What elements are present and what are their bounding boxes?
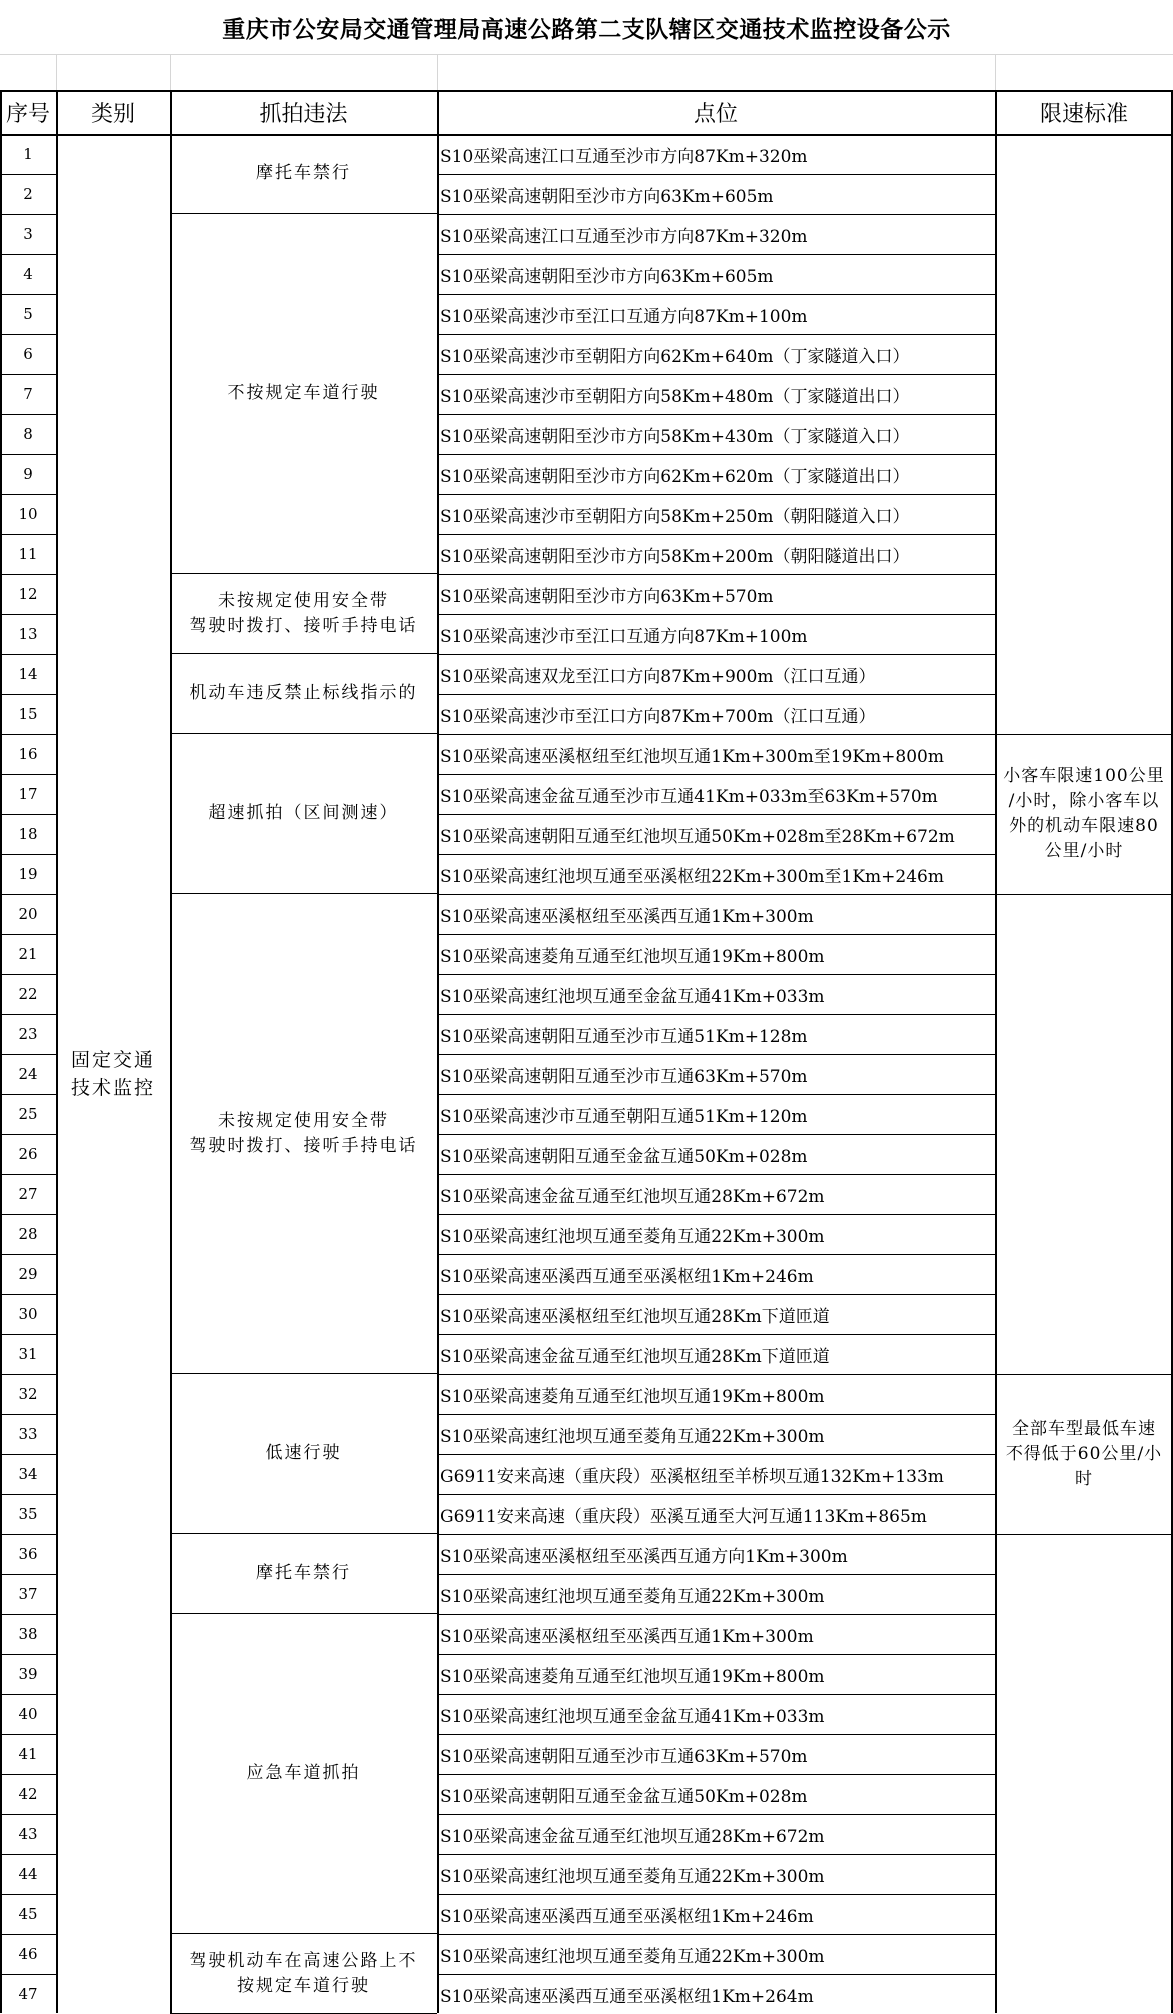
row-location: S10巫梁高速沙市至朝阳方向62Km+640m（丁家隧道入口）: [440, 346, 910, 367]
row-location: S10巫梁高速沙市互通至朝阳互通51Km+120m: [440, 1106, 808, 1127]
row-index: 7: [23, 385, 33, 403]
row-index: 16: [18, 745, 38, 763]
row-index: 6: [23, 345, 33, 363]
violation-label: 摩托车禁行: [256, 163, 351, 183]
speed-limit-line: 不得低于60公里/小: [1005, 1443, 1163, 1464]
row-location: S10巫梁高速红池坝互通至金盆互通41Km+033m: [440, 1706, 825, 1727]
header-index: 序号: [5, 101, 50, 127]
row-index: 17: [18, 785, 38, 803]
row-index: 23: [18, 1025, 38, 1043]
violation-label: 低速行驶: [265, 1443, 342, 1463]
row-index: 38: [18, 1625, 38, 1643]
row-location: S10巫梁高速红池坝互通至菱角互通22Km+300m: [440, 1586, 825, 1607]
header-violation: 抓拍违法: [259, 101, 348, 127]
row-index: 29: [18, 1265, 38, 1283]
row-location: S10巫梁高速朝阳互通至金盆互通50Km+028m: [440, 1146, 808, 1167]
row-index: 45: [18, 1905, 38, 1923]
violation-group: [170, 134, 437, 214]
row-index: 10: [18, 505, 38, 523]
row-location: S10巫梁高速朝阳互通至沙市互通63Km+570m: [440, 1746, 808, 1767]
row-location: S10巫梁高速金盆互通至红池坝互通28Km+672m: [440, 1186, 825, 1207]
speed-limit-note: [995, 734, 1173, 894]
violation-label: 不按规定车道行驶: [227, 383, 380, 403]
row-location: S10巫梁高速朝阳至沙市方向63Km+605m: [440, 266, 774, 287]
row-location: S10巫梁高速朝阳至沙市方向62Km+620m（丁家隧道出口）: [440, 466, 910, 487]
row-location: S10巫梁高速江口互通至沙市方向87Km+320m: [440, 146, 808, 167]
violation-group: [170, 654, 437, 734]
row-index: 43: [18, 1825, 38, 1843]
row-location: S10巫梁高速红池坝互通至金盆互通41Km+033m: [440, 986, 825, 1007]
row-location: S10巫梁高速朝阳至沙市方向63Km+605m: [440, 186, 774, 207]
row-index: 36: [18, 1545, 38, 1563]
row-index: 11: [18, 545, 38, 563]
row-index: 37: [18, 1585, 38, 1603]
violation-label: 应急车道抓拍: [246, 1763, 361, 1783]
header-speed-limit: 限速标准: [1039, 101, 1128, 127]
row-index: 41: [18, 1745, 38, 1763]
violation-label: 驾驶时拨打、接听手持电话: [189, 1135, 418, 1156]
violation-label: 驾驶机动车在高速公路上不: [189, 1950, 418, 1971]
violation-group: [170, 1534, 437, 1614]
row-location: S10巫梁高速巫溪枢纽至红池坝互通28Km下道匝道: [440, 1306, 830, 1327]
row-location: S10巫梁高速朝阳互通至金盆互通50Km+028m: [440, 1786, 808, 1807]
row-location: S10巫梁高速金盆互通至沙市互通41Km+033m至63Km+570m: [440, 786, 938, 807]
row-location: S10巫梁高速朝阳至沙市方向58Km+430m（丁家隧道入口）: [440, 426, 910, 447]
row-index: 4: [23, 265, 33, 283]
row-location: S10巫梁高速红池坝互通至巫溪枢纽22Km+300m至1Km+246m: [440, 866, 944, 887]
row-index: 39: [18, 1665, 38, 1683]
violation-label: 按规定车道行驶: [237, 1975, 370, 1996]
row-index: 8: [23, 425, 33, 443]
speed-limit-line: /小时，除小客车以: [1008, 791, 1160, 811]
row-location: G6911安来高速（重庆段）巫溪互通至大河互通113Km+865m: [440, 1506, 927, 1527]
row-location: S10巫梁高速巫溪西互通至巫溪枢纽1Km+246m: [440, 1906, 814, 1927]
violation-group: [170, 1614, 437, 1934]
row-location: S10巫梁高速朝阳至沙市方向63Km+570m: [440, 586, 774, 607]
row-index: 22: [18, 985, 38, 1003]
row-location: S10巫梁高速沙市至江口互通方向87Km+100m: [440, 306, 808, 327]
row-location: S10巫梁高速菱角互通至红池坝互通19Km+800m: [440, 1386, 825, 1407]
row-location: S10巫梁高速巫溪西互通至巫溪枢纽1Km+246m: [440, 1266, 814, 1287]
violation-group: [170, 214, 437, 574]
row-location: S10巫梁高速沙市至朝阳方向58Km+480m（丁家隧道出口）: [440, 386, 910, 407]
row-location: S10巫梁高速江口互通至沙市方向87Km+320m: [440, 226, 808, 247]
row-index: 12: [18, 585, 38, 603]
row-index: 40: [18, 1705, 38, 1723]
row-location: S10巫梁高速红池坝互通至菱角互通22Km+300m: [440, 1866, 825, 1887]
speed-limit-line: 小客车限速100公里: [1003, 766, 1165, 786]
violation-label: 摩托车禁行: [256, 1563, 351, 1583]
row-index: 30: [18, 1305, 38, 1323]
row-index: 26: [18, 1145, 38, 1163]
violation-group: [170, 1934, 437, 2014]
row-index: 32: [18, 1385, 38, 1403]
row-location: S10巫梁高速双龙至江口方向87Km+900m（江口互通）: [440, 666, 876, 687]
row-location: S10巫梁高速巫溪枢纽至巫溪西互通1Km+300m: [440, 1626, 814, 1647]
row-index: 2: [23, 185, 33, 203]
row-index: 15: [18, 705, 38, 723]
violation-label: 未按规定使用安全带: [218, 1110, 389, 1131]
row-location: S10巫梁高速红池坝互通至菱角互通22Km+300m: [440, 1426, 825, 1447]
violation-label: 超速抓拍（区间测速）: [208, 803, 399, 823]
row-index: 25: [18, 1105, 38, 1123]
page-title: 重庆市公安局交通管理局高速公路第二支队辖区交通技术监控设备公示: [222, 15, 951, 43]
row-location: S10巫梁高速巫溪枢纽至巫溪西互通1Km+300m: [440, 906, 814, 927]
row-index: 3: [23, 225, 33, 243]
row-location: S10巫梁高速菱角互通至红池坝互通19Km+800m: [440, 946, 825, 967]
row-index: 35: [18, 1505, 38, 1523]
violation-group: [170, 894, 437, 1374]
row-location: S10巫梁高速朝阳互通至红池坝互通50Km+028m至28Km+672m: [440, 826, 955, 847]
row-index: 19: [18, 865, 38, 883]
row-index: 24: [18, 1065, 38, 1083]
row-index: 5: [23, 305, 33, 323]
row-location: S10巫梁高速朝阳至沙市方向58Km+200m（朝阳隧道出口）: [440, 546, 910, 567]
row-index: 33: [18, 1425, 38, 1443]
speed-limit-note: [995, 1374, 1173, 1534]
row-index: 13: [18, 625, 38, 643]
row-index: 34: [18, 1465, 38, 1483]
row-index: 31: [18, 1345, 38, 1363]
violation-group: [170, 574, 437, 654]
category-cell: 固定交通技术监控: [70, 1048, 155, 1099]
row-location: G6911安来高速（重庆段）巫溪枢纽至羊桥坝互通132Km+133m: [440, 1466, 944, 1487]
row-location: S10巫梁高速朝阳互通至沙市互通63Km+570m: [440, 1066, 808, 1087]
row-location: S10巫梁高速金盆互通至红池坝互通28Km+672m: [440, 1826, 825, 1847]
speed-limit-line: 外的机动车限速80: [1009, 816, 1159, 836]
row-location: S10巫梁高速红池坝互通至菱角互通22Km+300m: [440, 1226, 825, 1247]
row-index: 20: [18, 905, 38, 923]
row-index: 9: [23, 465, 33, 483]
row-location: S10巫梁高速金盆互通至红池坝互通28Km下道匝道: [440, 1346, 830, 1367]
header-location: 点位: [693, 101, 738, 127]
violation-label: 驾驶时拨打、接听手持电话: [189, 615, 418, 636]
row-location: S10巫梁高速沙市至江口方向87Km+700m（江口互通）: [440, 706, 876, 727]
row-location: S10巫梁高速菱角互通至红池坝互通19Km+800m: [440, 1666, 825, 1687]
row-location: S10巫梁高速巫溪枢纽至巫溪西互通方向1Km+300m: [440, 1546, 848, 1567]
row-index: 1: [23, 145, 33, 163]
speed-limit-line: 公里/小时: [1044, 841, 1124, 861]
row-index: 28: [18, 1225, 38, 1243]
row-location: S10巫梁高速巫溪枢纽至红池坝互通1Km+300m至19Km+800m: [440, 746, 944, 767]
violation-group: [170, 734, 437, 894]
speed-limit-line: 全部车型最低车速: [1011, 1418, 1156, 1439]
row-location: S10巫梁高速沙市至朝阳方向58Km+250m（朝阳隧道入口）: [440, 506, 910, 527]
row-location: S10巫梁高速朝阳互通至沙市互通51Km+128m: [440, 1026, 808, 1047]
row-index: 44: [18, 1865, 38, 1883]
row-index: 47: [18, 1985, 38, 2003]
row-location: S10巫梁高速沙市至江口互通方向87Km+100m: [440, 626, 808, 647]
header-category: 类别: [90, 101, 135, 127]
violation-group: [170, 1374, 437, 1534]
violation-label: 机动车违反禁止标线指示的: [189, 683, 418, 703]
row-index: 14: [18, 665, 38, 683]
speed-limit-line: 时: [1074, 1468, 1093, 1489]
row-index: 46: [18, 1945, 38, 1963]
row-index: 42: [18, 1785, 38, 1803]
row-location: S10巫梁高速红池坝互通至菱角互通22Km+300m: [440, 1946, 825, 1967]
row-index: 27: [18, 1185, 38, 1203]
row-index: 21: [18, 945, 38, 963]
row-index: 18: [18, 825, 38, 843]
violation-label: 未按规定使用安全带: [218, 590, 389, 611]
row-location: S10巫梁高速巫溪西互通至巫溪枢纽1Km+264m: [440, 1986, 814, 2007]
